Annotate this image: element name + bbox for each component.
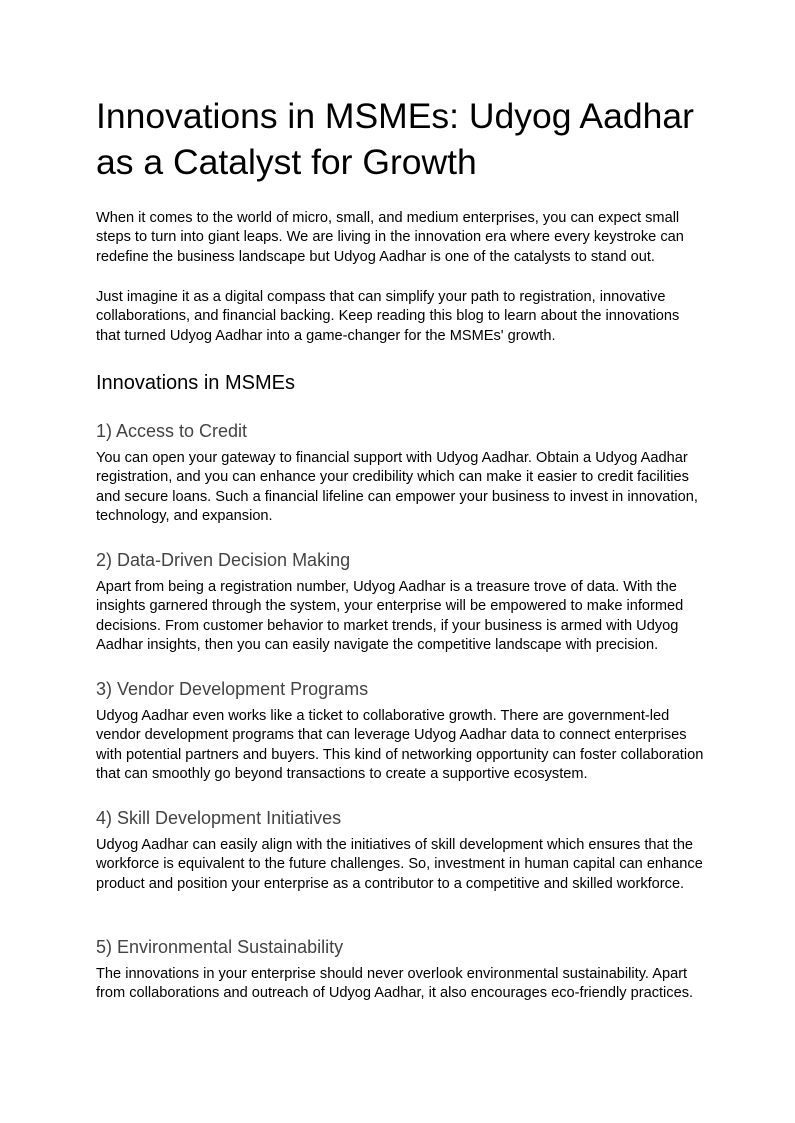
subsection-body-4: Udyog Aadhar can easily align with the initiatives of skill development which ensures that the workforce is equivalent to the future challenges. So, investment in human capital can enhance product and position your enterprise as a contributor to a competitive and skilled workforce. xyxy=(96,837,703,892)
subsection-heading-1: 1) Access to Credit xyxy=(96,421,248,441)
subsection-body-2: Apart from being a registration number, Udyog Aadhar is a treasure trove of data. With the insights garnered through the system, your enterprise will be empowered to make informed decisions. From customer behavior to market trends, if your business is armed with Udyog Aadhar insights, then you can easily navigate the competitive landscape with precision. xyxy=(96,579,684,654)
subsection-heading-2: 2) Data-Driven Decision Making xyxy=(96,550,351,570)
subsection-heading-4: 4) Skill Development Initiatives xyxy=(96,808,342,828)
article-title: Innovations in MSMEs: Udyog Aadhar as a Catalyst for Growth xyxy=(96,96,694,182)
subsection-heading-5: 5) Environmental Sustainability xyxy=(96,937,344,957)
subsection-heading-3: 3) Vendor Development Programs xyxy=(96,679,369,699)
section-heading: Innovations in MSMEs xyxy=(96,372,295,394)
intro-paragraph-1: When it comes to the world of micro, small, and medium enterprises, you can expect small steps to turn into giant leaps. We are living in the innovation era where every keystroke can redefine the business landscape but Udyog Aadhar is one of the catalysts to stand out. xyxy=(96,210,684,265)
intro-paragraph-2: Just imagine it as a digital compass that can simplify your path to registration, innovative collaborations, and financial backing. Keep reading this blog to learn about the innovations that turned Udyog Aadhar into a game-changer for the MSMEs' growth. xyxy=(96,289,680,344)
subsection-body-3: Udyog Aadhar even works like a ticket to collaborative growth. There are government-led vendor development programs that can leverage Udyog Aadhar data to connect enterprises with potential partners and buyers. This kind of networking opportunity can foster collaboration that can smoothly go beyond transactions to create a supportive ecosystem. xyxy=(96,708,704,783)
subsection-body-5: The innovations in your enterprise should never overlook environmental sustainability. Apart from collaborations and outreach of Udyog Aadhar, it also encourages eco-friendly practices. xyxy=(96,966,694,1002)
subsection-body-1: You can open your gateway to financial support with Udyog Aadhar. Obtain a Udyog Aadhar registration, and you can enhance your credibility which can make it easier to credit facilities and secure loans. Such a financial lifeline can empower your business to invest in innovation, technology, and expansion. xyxy=(96,450,698,525)
